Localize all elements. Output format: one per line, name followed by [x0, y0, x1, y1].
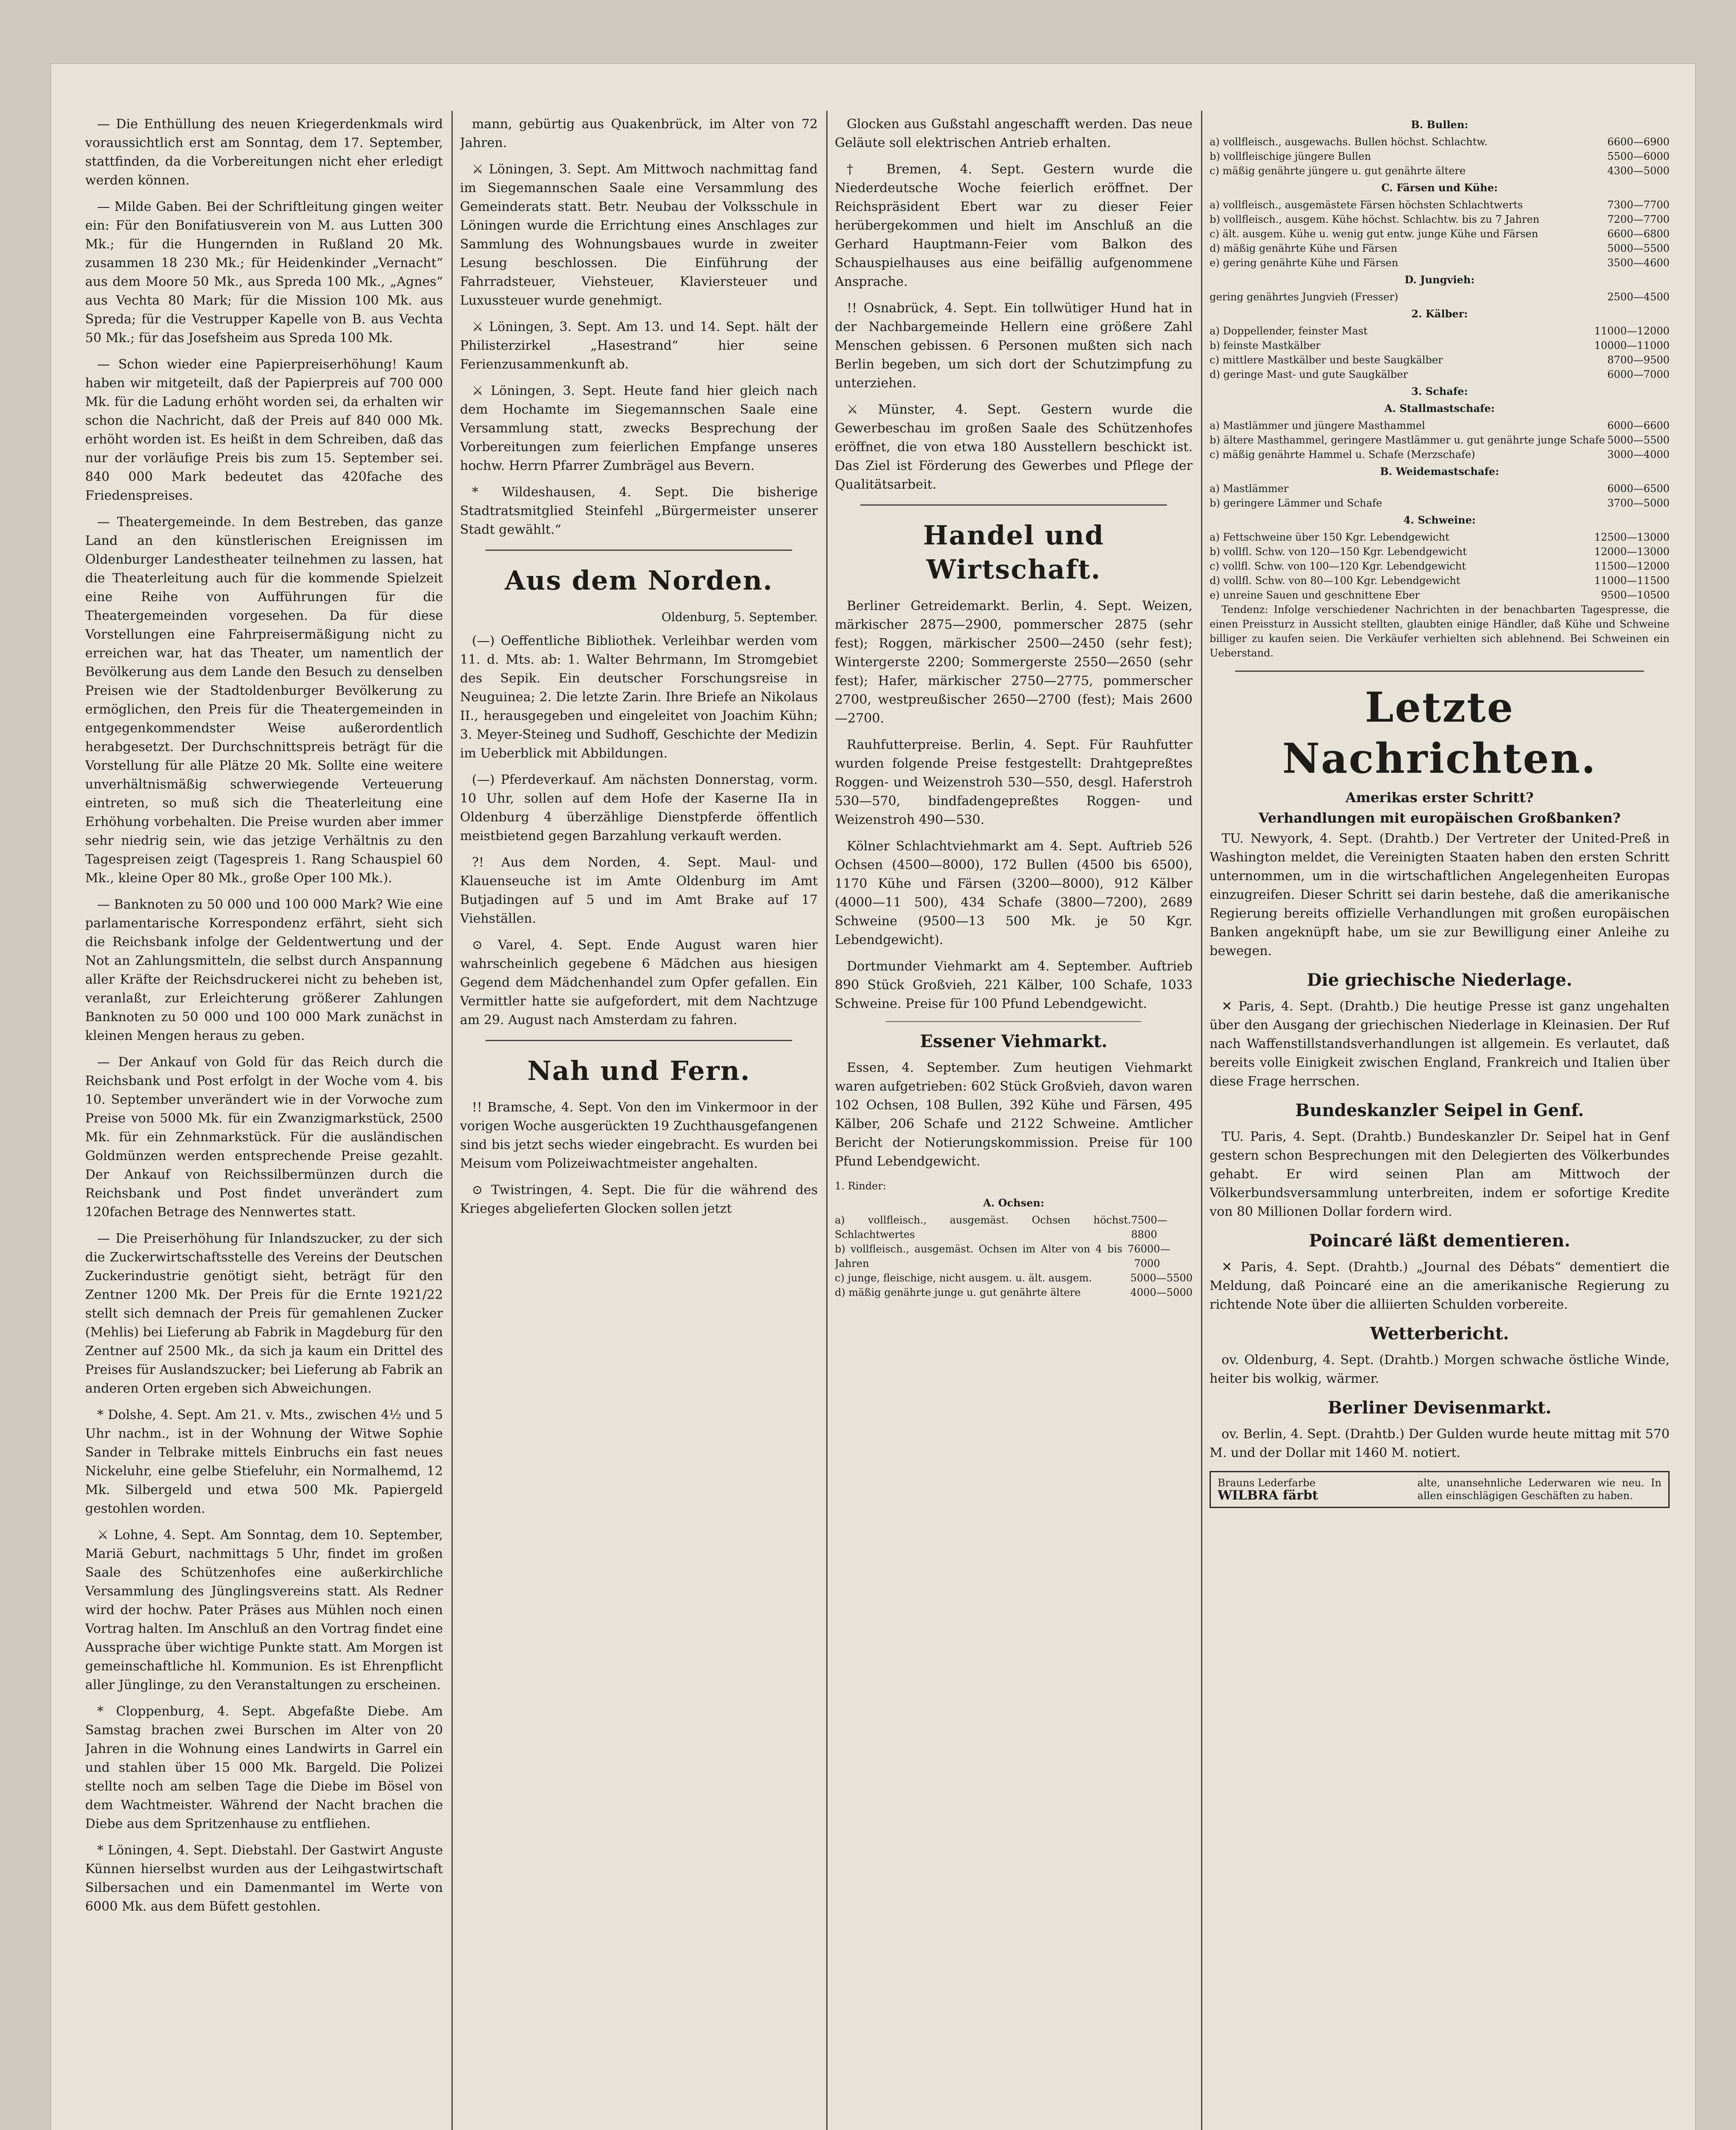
column-rule	[826, 111, 828, 2130]
market-row: d) mäßig genährte junge u. gut genährte ältere 4000—5000	[835, 1287, 1193, 1298]
article: ⚔ Lohne, 4. Sept. Am Sonntag, dem 10. September, Mariä Geburt, nachmittags 5 Uhr, findet im großen Saale des Schützenhofes eine außerkirchliche Versammlung des Jünglingsvereins statt. Als Redner wird der hochw. Pater Präses aus Mühlen noch einen Vortrag halten. Im Anschluß an den Vortrag findet eine Aussprache über wichtige Punkte statt. Am Morgen ist gemeinschaftliche hl. Kommunion. Es ist Ehrenpflicht aller Jünglinge, zu den Veranstaltungen zu erscheinen.	[85, 1528, 443, 1692]
article: * Cloppenburg, 4. Sept. Abgefaßte Diebe. Am Samstag brachen zwei Burschen im Alter von 20 Jahren in die Wohnung eines Landwirts in Garrel ein und stahlen über 15 000 Mk. Bargeld. Die Polizei stellte noch am selben Tage die Diebe im Bösel von dem Wachtmeister. Während der Nacht brachen die Diebe aus dem Spritzenhause zu entfliehen.	[85, 1704, 443, 1831]
market-row: b) vollfleisch., ausgem. Kühe höchst. Schlachtw. bis zu 7 Jahren 7200—7700	[1210, 213, 1670, 225]
ad-slogan: WILBRA färbt	[1218, 1488, 1318, 1503]
article: † Bremen, 4. Sept. Gestern wurde die Niederdeutsche Woche feierlich eröffnet. Der Reichspräsident Ebert war zu dieser Feier herübergekommen und hielt im Anschluß an die Gerhard Hauptmann-Feier vom Balkon des Schauspielhauses aus eine beifällig aufgenommene Ansprache.	[835, 162, 1193, 289]
market-row: b) ältere Masthammel, geringere Mastlämmer u. gut genährte junge Schafe 5000—5500	[1210, 434, 1670, 446]
headline: Verhandlungen mit europäischen Großbanken?	[1259, 810, 1621, 826]
ad-text: alte, unansehnliche Lederwaren wie neu. In allen einschlägigen Geschäften zu haben.	[1417, 1477, 1661, 1502]
article: Glocken aus Gußstahl angeschafft werden. Das neue Geläute soll elektrischen Antrieb erhalten.	[835, 117, 1193, 150]
dateline: Oldenburg, 5. September.	[661, 610, 818, 624]
section-divider	[486, 550, 792, 551]
article: ⊙ Varel, 4. Sept. Ende August waren hier wahrscheinlich gegebene 6 Mädchen aus hiesigen Gegend dem Mädchenhandel zum Opfer gefallen. Ein Vermittler hatte sie aufgefordert, mit dem Nachtzuge am 29. August nach Amsterdam zu fahren.	[460, 938, 818, 1028]
market-note: Tendenz: Infolge verschiedener Nachrichten in der benachbarten Tagespresse, die einen Preissturz in Aussicht stellten, glaubten einige Händler, daß Kühe und Schweine billiger zu kaufen seien. Die Verkäufer verhielten sich ablehnend. Bei Schweinen ein Ueberstand.	[1210, 604, 1670, 659]
article: Dortmunder Viehmarkt am 4. September. Auftrieb 890 Stück Großvieh, 221 Kälber, 100 Schafe, 1033 Schweine. Preise für 100 Pfund Lebendgewicht.	[835, 959, 1193, 1011]
advertisement	[1210, 1471, 1670, 1508]
section-divider	[1235, 671, 1644, 672]
ad-brand: Brauns Lederfarbe	[1218, 1477, 1316, 1489]
market-row: a) vollfleisch., ausgemäst. Ochsen höchst. Schlachtwertes 7500—8800	[835, 1214, 1167, 1241]
divider	[886, 1021, 1141, 1022]
section-divider	[486, 1040, 792, 1041]
section-heading-handel: Handel und Wirtschaft.	[923, 520, 1104, 585]
market-row: b) vollfleischige jüngere Bullen 5500—6000	[1210, 150, 1670, 162]
column-3	[835, 115, 1193, 2130]
market-row: a) Mastlämmer 6000—6500	[1210, 483, 1670, 495]
article: (—) Oeffentliche Bibliothek. Verleihbar werden vom 11. d. Mts. ab: 1. Walter Behrmann, Im Stromgebiet des Sepik. Ein deutscher Forschungsreise in Neuguinea; 2. Die letzte Zarin. Ihre Briefe an Nikolaus II., herausgegeben und eingeleitet von Joachim Kühn; 3. Meyer-Steineg und Sudhoff, Geschichte der Medizin im Ueberblick mit Abbildungen.	[460, 633, 818, 761]
article: ⚔ Löningen, 3. Sept. Am 13. und 14. Sept. hält der Philisterzirkel „Hasestrand“ hier seine Ferienzusammenkunft ab.	[460, 320, 818, 372]
newspaper-page	[51, 64, 1695, 2130]
market-row: a) vollfleisch., ausgewachs. Bullen höchst. Schlachtw. 6600—6900	[1210, 136, 1670, 148]
column-4	[1210, 115, 1670, 2130]
market-row: c) vollfl. Schw. von 100—120 Kgr. Lebendgewicht 11500—12000	[1210, 560, 1670, 572]
article: (—) Pferdeverkauf. Am nächsten Donnerstag, vorm. 10 Uhr, sollen auf dem Hofe der Kaserne IIa in Oldenburg 4 überzählige Dienstpferde öffentlich meistbietend gegen Barzahlung verkauft werden.	[460, 772, 818, 843]
headline: Amerikas erster Schritt?	[1345, 789, 1534, 806]
subheading-essener: Essener Viehmarkt.	[920, 1031, 1107, 1051]
market-row: a) Mastlämmer und jüngere Masthammel 6000—6600	[1210, 420, 1670, 432]
market-row: gering genährtes Jungvieh (Fresser) 2500—4500	[1210, 291, 1670, 303]
market-row: C. Färsen und Kühe:	[1381, 181, 1498, 194]
article: TU. Newyork, 4. Sept. (Drahtb.) Der Vertreter der United-Preß in Washington meldet, die Vereinigten Staaten haben den ersten Schritt unternommen, um in die wirtschaftlichen Angelegenheiten Europas einzugreifen. Dieser Schritt sei darin bestehe, daß die amerikanische Regierung bereits offizielle Verhandlungen mit großen europäischen Banken angeknüpft habe, um sie zur Bewilligung einer Anleihe zu bewegen.	[1210, 831, 1670, 958]
article: * Wildeshausen, 4. Sept. Die bisherige Stadtratsmitglied Steinfehl „Bürgermeister unserer Stadt gewählt.“	[460, 485, 818, 537]
market-row: d) geringe Mast- und gute Saugkälber 6000—7000	[1210, 368, 1670, 380]
market-row: B. Weidemastschafe:	[1380, 465, 1499, 478]
market-row: b) geringere Lämmer und Schafe 3700—5000	[1210, 497, 1670, 509]
market-row: c) junge, fleischige, nicht ausgem. u. ält. ausgem. 5000—5500	[835, 1272, 1193, 1284]
headline: Berliner Devisenmarkt.	[1328, 1398, 1552, 1418]
article: Kölner Schlachtviehmarkt am 4. Sept. Auftrieb 526 Ochsen (4500—8000), 172 Bullen (4500 bis 6500), 1170 Kühe und Färsen (3200—8000), 912 Kälber (4000—11 500), 434 Schafe (3800—7200), 2689 Schweine (9500—13 500 Mk. je 50 Kgr. Lebendgewicht).	[835, 839, 1193, 947]
market-row: c) mäßig genährte Hammel u. Schafe (Merzschafe) 3000—4000	[1210, 449, 1670, 461]
article: ✕ Paris, 4. Sept. (Drahtb.) „Journal des Débats“ dementiert die Meldung, daß Poincaré eine an die amerikanische Regierung zu richtende Note über die alliierten Schulden vorbereite.	[1210, 1260, 1670, 1312]
market-row: b) vollfl. Schw. von 120—150 Kgr. Lebendgewicht 12000—13000	[1210, 546, 1670, 558]
market-row: c) mäßig genährte jüngere u. gut genährte ältere 4300—5000	[1210, 165, 1670, 177]
market-row: d) vollfl. Schw. von 80—100 Kgr. Lebendgewicht 11000—11500	[1210, 575, 1670, 587]
market-row: c) ält. ausgem. Kühe u. wenig gut entw. junge Kühe und Färsen 6600—6800	[1210, 228, 1670, 240]
market-row: D. Jungvieh:	[1404, 273, 1475, 286]
market-row: 4. Schweine:	[1403, 514, 1476, 526]
article: — Banknoten zu 50 000 und 100 000 Mark? Wie eine parlamentarische Korrespondenz erfährt, sieht sich die Reichsbank infolge der Geldentwertung und der Not an Zahlungsmitteln, die selbst durch Anspannung aller Kräfte der Reichsdruckerei nicht zu beheben ist, veranlaßt, zur Erleichterung größerer Zahlungen Banknoten zu 50 000 und 100 000 Mark zunächst in kleinen Mengen heraus zu geben.	[85, 897, 443, 1043]
article: ✕ Paris, 4. Sept. (Drahtb.) Die heutige Presse ist ganz ungehalten über den Ausgang der griechischen Niederlage in Kleinasien. Der Ruf nach Waffenstillstandsverhandlungen ist allgemein. Es verlautet, daß bereits volle Einigkeit zwischen England, Frankreich und Italien über diese Frage herrschen.	[1210, 999, 1670, 1089]
article: TU. Paris, 4. Sept. (Drahtb.) Bundeskanzler Dr. Seipel hat in Genf gestern schon Besprechungen mit den Delegierten des Völkerbundes gehabt. Er wird seinen Plan am Mittwoch der Völkerbundsversammlung unterbreiten, indem er sofortige Kredite von 80 Millionen Dollar fordern wird.	[1210, 1129, 1670, 1219]
market-row: b) feinste Mastkälber 10000—11000	[1210, 340, 1670, 351]
article: !! Osnabrück, 4. Sept. Ein tollwütiger Hund hat in der Nachbargemeinde Hellern eine größere Zahl Menschen gebissen. 6 Personen mußten sich nach Berlin begeben, um sich dort der Schutzimpfung zu unterziehen.	[835, 301, 1193, 391]
article: Rauhfutterpreise. Berlin, 4. Sept. Für Rauhfutter wurden folgende Preise festgestellt: Drahtgepreßtes Roggen- und Weizenstroh 530—550, desgl. Haferstroh 530—570, bindfadengepreßtes Roggen- und Weizenstroh 490—530.	[835, 737, 1193, 827]
column-1	[85, 115, 443, 2130]
article: ⚔ Münster, 4. Sept. Gestern wurde die Gewerbeschau im großen Saale des Schützenhofes eröffnet, die von etwa 180 Ausstellern beschickt ist. Das Ziel ist Förderung des Gewerbes und Pflege der Qualitätsarbeit.	[835, 402, 1193, 492]
market-row: e) unreine Sauen und geschnittene Eber 9500—10500	[1210, 589, 1670, 601]
market-row: a) Fettschweine über 150 Kgr. Lebendgewicht 12500—13000	[1210, 531, 1670, 543]
section-heading-norden: Aus dem Norden.	[505, 565, 773, 596]
column-2	[460, 115, 818, 2130]
article: — Milde Gaben. Bei der Schriftleitung gingen weiter ein: Für den Bonifatiusverein von M. aus Lutten 300 Mk.; für die Hungernden in Rußland 20 Mk. zusammen 18 230 Mk.; für Heidenkinder „Vernacht“ aus dem Moore 50 Mk., aus Spreda 100 Mk., „Agnes“ aus Vechta 80 Mark; für die Mission 100 Mk. aus Spreda; für die Vestrupper Kapelle von B. aus Vechta 50 Mk.; für das Josefsheim aus Spreda 100 Mk.	[85, 199, 443, 345]
market-row: c) mittlere Mastkälber und beste Saugkälber 8700—9500	[1210, 354, 1670, 366]
market-row: a) Doppellender, feinster Mast 11000—12000	[1210, 325, 1670, 337]
market-row: B. Bullen:	[1411, 118, 1469, 131]
article: * Dolshe, 4. Sept. Am 21. v. Mts., zwischen 4½ und 5 Uhr nachm., ist in der Wohnung der Witwe Sophie Sander in Telbrake mittels Einbruchs ein fast neues Nickeluhr, eine gelbe Stiefeluhr, ein Normalhemd, 12 Mk. Silbergeld und etwa 500 Mk. Papiergeld gestohlen worden.	[85, 1408, 443, 1516]
article: — Schon wieder eine Papierpreiserhöhung! Kaum haben wir mitgeteilt, daß der Papierpreis auf 700 000 Mk. für die Ladung erhöht worden sei, da erhalten wir schon die Nachricht, daß der Preis auf 840 000 Mk. erhöht worden ist. Es heißt in dem Schreiben, daß das nur der vorläufige Preis bis zum 15. September sei. 840 000 Mark bedeutet das 420fache des Friedenspreises.	[85, 357, 443, 503]
market-row: e) gering genährte Kühe und Färsen 3500—4600	[1210, 257, 1670, 269]
article: ⚔ Löningen, 3. Sept. Am Mittwoch nachmittag fand im Siegemannschen Saale eine Versammlung des Gemeinderats statt. Betr. Neubau der Volksschule in Löningen wurde die Errichtung eines Anschlages zur Sammlung des Wohnungsbaues wurde in zweiter Lesung beschlossen. Die Einführung der Fahrradsteuer, Viehsteuer, Klaviersteuer und Luxussteuer wurde genehmigt.	[460, 162, 818, 308]
article: — Theatergemeinde. In dem Bestreben, das ganze Land an den künstlerischen Ereignissen im Oldenburger Landestheater teilnehmen zu lassen, hat die Theaterleitung auch für die kommende Spielzeit eine Reihe von Aufführungen für die Theatergemeinden vorgesehen. Da für diese Vorstellungen eine Fahrpreisermäßigung nicht zu erreichen war, hat das Theater, um namentlich der Bevölkerung aus dem Lande den Besuch zu denselben Preisen wie der Stadtoldenburger Bevölkerung zu ermöglichen, den Preis für die Theatergemeinden in entgegenkommendster Weise außerordentlich herabgesetzt. Der Durchschnittspreis beträgt für die Vorstellung für alle Plätze 20 Mk. Sollte eine weitere unverhältnismäßig schwerwiegende Verteuerung eintreten, so muß sich die Theaterleitung eine Erhöhung vorbehalten. Die Preise wurden aber immer sehr niedrig sein, wie das jetzige Verhältnis zu den Tagespreisen zeigt (Tagespreis 1. Rang Schauspiel 60 Mk., kleine Oper 80 Mk., große Oper 100 Mk.).	[85, 515, 443, 886]
column-rule	[1201, 111, 1202, 2130]
article: Berliner Getreidemarkt. Berlin, 4. Sept. Weizen, märkischer 2875—2900, pommerscher 2875 (sehr fest); Roggen, märkischer 2500—2450 (sehr fest); Wintergerste 2200; Sommergerste 2550—2650 (sehr fest); Hafer, märkischer 2750—2775, pommerscher 2700, westpreußischer 2650—2700 (fest); Mais 2600—2700.	[835, 599, 1193, 726]
market-row: A. Stallmastschafe:	[1384, 402, 1495, 414]
article: * Löningen, 4. Sept. Diebstahl. Der Gastwirt Anguste Künnen hierselbst wurden aus der Leihgastwirtschaft Silbersachen und ein Damenmantel im Werte von 6000 Mk. aus dem Büfett gestohlen.	[85, 1843, 443, 1914]
article: ⚔ Löningen, 3. Sept. Heute fand hier gleich nach dem Hochamte im Siegemannschen Saale eine Versammlung statt, zwecks Besprechung der Vorbereitungen zum feierlichen Empfange unseres hochw. Herrn Pfarrer Zumbrägel aus Bevern.	[460, 383, 818, 473]
market-table	[835, 1179, 1193, 1300]
article: ?! Aus dem Norden, 4. Sept. Maul- und Klauenseuche ist im Amte Oldenburg im Amt Butjadingen auf 5 und im Amt Brake auf 17 Viehställen.	[460, 855, 818, 926]
market-table	[1210, 118, 1670, 602]
market-row: d) mäßig genährte Kühe und Färsen 5000—5500	[1210, 242, 1670, 254]
market-row: 1. Rinder:	[835, 1180, 886, 1192]
article: — Die Enthüllung des neuen Kriegerdenkmals wird voraussichtlich erst am Sonntag, dem 17. September, stattfinden, da die Vorbereitungen nicht eher erledigt werden können.	[85, 117, 443, 188]
article: ⊙ Twistringen, 4. Sept. Die für die während des Krieges abgelieferten Glocken sollen jetzt	[460, 1183, 818, 1216]
market-row: 2. Kälber:	[1411, 308, 1468, 320]
headline: Die griechische Niederlage.	[1307, 970, 1572, 990]
market-row: b) vollfleisch., ausgemäst. Ochsen im Alter von 4 bis 7 Jahren 6000—7000	[835, 1243, 1170, 1269]
section-heading-nah-fern: Nah und Fern.	[527, 1055, 750, 1086]
article: — Die Preiserhöhung für Inlandszucker, zu der sich die Zuckerwirtschaftsstelle des Vereins der Deutschen Zuckerindustrie genötigt sieht, beträgt für den Zentner 1200 Mk. Der Preis für die Ernte 1921/22 stellt sich demnach der Preis für gemahlenen Zucker (Mehlis) bei Lieferung ab Fabrik in Magdeburg für den Zentner auf 2500 Mk., da sich ja kaum ein Drittel des Preises für Auslandszucker; bei Lieferung ab Fabrik an anderen Orten ergeben sich Abweichungen.	[85, 1231, 443, 1396]
article: mann, gebürtig aus Quakenbrück, im Alter von 72 Jahren.	[460, 117, 818, 150]
headline: Poincaré läßt dementieren.	[1309, 1231, 1570, 1251]
column-rule	[451, 111, 453, 2130]
market-row: A. Ochsen:	[983, 1197, 1044, 1209]
market-row: 3. Schafe:	[1411, 385, 1468, 397]
section-divider	[860, 504, 1167, 506]
article: ov. Berlin, 4. Sept. (Drahtb.) Der Gulden wurde heute mittag mit 570 M. und der Dollar mit 1460 M. notiert.	[1210, 1427, 1670, 1460]
article: ov. Oldenburg, 4. Sept. (Drahtb.) Morgen schwache östliche Winde, heiter bis wolkig, wärmer.	[1210, 1353, 1670, 1386]
market-row: a) vollfleisch., ausgemästete Färsen höchsten Schlachtwerts 7300—7700	[1210, 199, 1670, 211]
section-heading-letzte: Letzte Nachrichten.	[1282, 683, 1597, 783]
article: — Der Ankauf von Gold für das Reich durch die Reichsbank und Post erfolgt in der Woche vom 4. bis 10. September unverändert wie in der Vorwoche zum Preise von 5000 Mk. für ein Zwanzigmarkstück, 2500 Mk. für ein Zehnmarkstück. Für die ausländischen Goldmünzen werden entsprechende Preise gezahlt. Der Ankauf von Reichssilbermünzen durch die Reichsbank und Post findet unverändert zum 120fachen Betrage des Nennwertes statt.	[85, 1055, 443, 1220]
article: !! Bramsche, 4. Sept. Von den im Vinkermoor in der vorigen Woche ausgerückten 19 Zuchthausgefangenen sind bis jetzt sechs wieder eingebracht. Es wurden bei Meisum vom Polizeiwachtmeister angehalten.	[460, 1100, 818, 1171]
headline: Wetterbericht.	[1370, 1324, 1509, 1344]
headline: Bundeskanzler Seipel in Genf.	[1295, 1100, 1584, 1120]
article: Essen, 4. September. Zum heutigen Viehmarkt waren aufgetrieben: 602 Stück Großvieh, davon waren 102 Ochsen, 108 Bullen, 392 Kühe und Färsen, 495 Kälber, 206 Schafe und 2122 Schweine. Amtlicher Bericht der Notierungskommission. Preise für 100 Pfund Lebendgewicht.	[835, 1060, 1193, 1169]
